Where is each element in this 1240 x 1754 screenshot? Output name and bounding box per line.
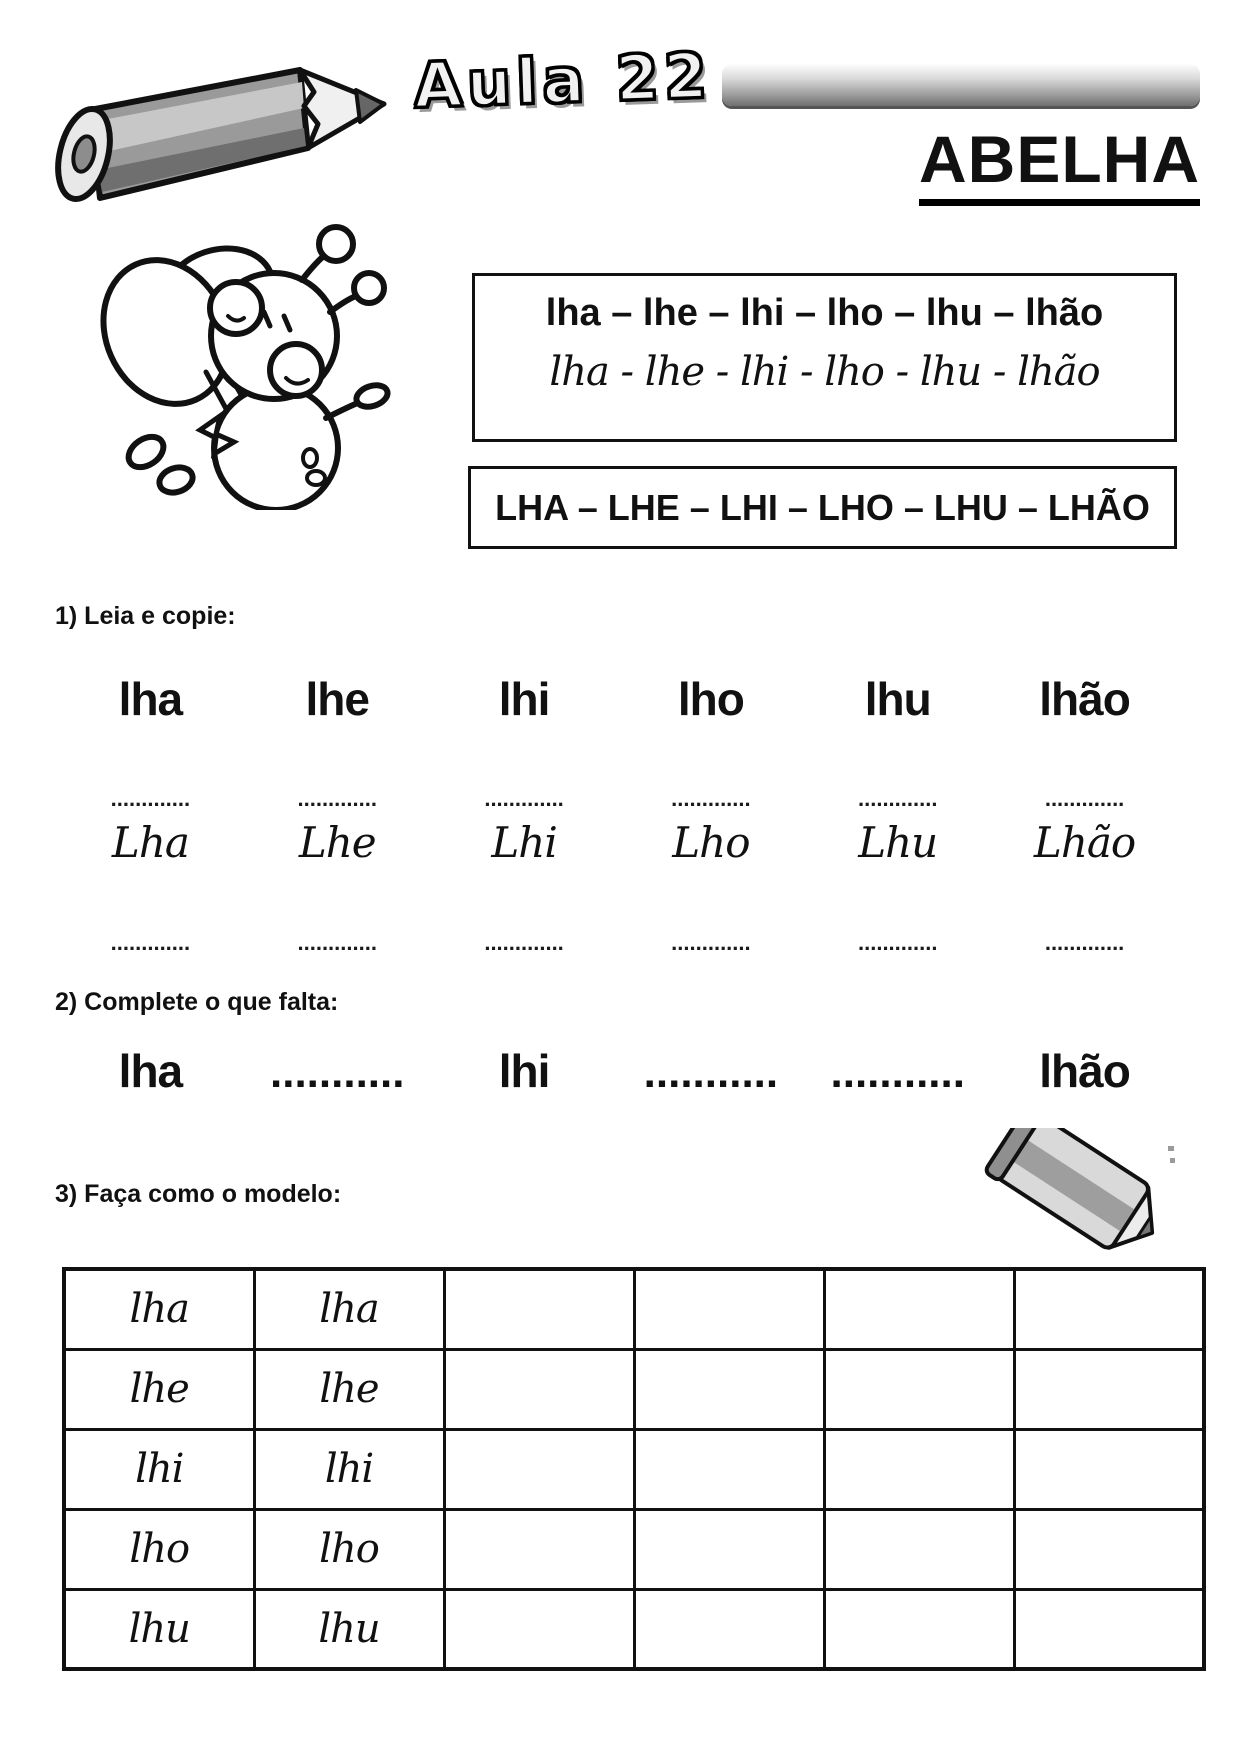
cursive-syllable: Lhe: [298, 818, 376, 867]
exercise1-dotted-row-2: [57, 930, 1178, 956]
table-cell-model: lhi: [64, 1429, 254, 1509]
table-row: [64, 1349, 1204, 1429]
dotted-line: .............: [297, 786, 377, 811]
cursive-syllable: Lhu: [858, 818, 938, 867]
table-cell-blank: [444, 1269, 634, 1349]
table-row: [64, 1269, 1204, 1349]
cursive-syllable: Lha: [111, 818, 189, 867]
print-syllable: lhu: [864, 673, 931, 725]
exercise2-row: [57, 1044, 1178, 1098]
syllable-box-lowercase: [472, 273, 1177, 442]
table-row: [64, 1509, 1204, 1589]
table-cell-blank: [1014, 1429, 1204, 1509]
table-cell-blank: [444, 1509, 634, 1589]
exercise1-dotted-row-1: [57, 786, 1178, 812]
table-cell-model: lho: [254, 1509, 444, 1589]
dotted-line: .............: [858, 786, 938, 811]
table-cell-model: lha: [64, 1269, 254, 1349]
page-title: ABELHA: [919, 126, 1200, 206]
table-cell-blank: [824, 1509, 1014, 1589]
practice-table: [62, 1267, 1206, 1671]
syllable-line-print: lha – lhe – lhi – lho – lhu – lhão: [545, 292, 1104, 334]
table-cell-blank: [634, 1349, 824, 1429]
dotted-line: .............: [671, 930, 751, 955]
dotted-line: .............: [1044, 786, 1125, 811]
print-syllable: lha: [118, 673, 183, 725]
table-cell-model: lhu: [64, 1589, 254, 1669]
table-cell-model: lho: [64, 1509, 254, 1589]
exercise2-heading: 2) Complete o que falta:: [55, 988, 339, 1016]
table-cell-blank: [824, 1269, 1014, 1349]
fill-in-blank: ...........: [270, 1048, 405, 1097]
lesson-badge: Aula 22: [412, 38, 714, 123]
fill-in-blank: ...........: [830, 1048, 965, 1097]
exercise1-cursive-row: [57, 818, 1178, 867]
syllable-line-cursive: lha - lhe - lhi - lho - lhu - lhão: [549, 349, 1100, 395]
table-cell-blank: [1014, 1589, 1204, 1669]
table-cell-blank: [824, 1429, 1014, 1509]
table-cell-model: lhe: [64, 1349, 254, 1429]
dotted-line: .............: [484, 930, 564, 955]
table-cell-blank: [1014, 1509, 1204, 1589]
table-cell-model: lhe: [254, 1349, 444, 1429]
table-cell-blank: [444, 1349, 634, 1429]
print-syllable: lhe: [305, 673, 369, 725]
table-cell-model: lhu: [254, 1589, 444, 1669]
table-row: [64, 1589, 1204, 1669]
exercise1-heading: 1) Leia e copie:: [55, 602, 236, 630]
table-cell-blank: [444, 1589, 634, 1669]
exercise3-heading: 3) Faça como o modelo:: [55, 1180, 342, 1208]
table-cell-blank: [824, 1349, 1014, 1429]
cursive-syllable: Lho: [672, 818, 750, 867]
exercise1-print-row: [57, 672, 1178, 726]
table-row: [64, 1429, 1204, 1509]
dotted-line: .............: [858, 930, 938, 955]
dotted-line: .............: [110, 930, 191, 955]
fill-in-blank: ...........: [643, 1048, 779, 1097]
table-cell-blank: [824, 1589, 1014, 1669]
dotted-line: .............: [297, 930, 377, 955]
print-syllable: lhão: [1039, 673, 1130, 725]
table-cell-blank: [444, 1429, 634, 1509]
print-syllable: lhão: [1039, 1045, 1130, 1097]
print-syllable: lhi: [498, 673, 550, 725]
dotted-line: .............: [1044, 930, 1125, 955]
dotted-line: .............: [484, 786, 564, 811]
crayon-icon: [980, 1128, 1190, 1253]
table-cell-blank: [634, 1429, 824, 1509]
table-cell-model: lhi: [254, 1429, 444, 1509]
print-syllable: lha: [118, 1045, 183, 1097]
table-cell-blank: [634, 1589, 824, 1669]
syllable-box-uppercase: LHA – LHE – LHI – LHO – LHU – LHÃO: [468, 466, 1177, 549]
table-cell-blank: [1014, 1349, 1204, 1429]
table-cell-blank: [634, 1509, 824, 1589]
dotted-line: .............: [110, 786, 191, 811]
pencil-icon: [52, 50, 402, 210]
dotted-line: .............: [671, 786, 751, 811]
table-cell-blank: [1014, 1269, 1204, 1349]
print-syllable: lhi: [498, 1045, 550, 1097]
cursive-syllable: Lhão: [1033, 818, 1136, 867]
bee-icon: [88, 220, 393, 510]
cursive-syllable: Lhi: [491, 818, 557, 867]
table-cell-model: lha: [254, 1269, 444, 1349]
print-syllable: lho: [677, 673, 744, 725]
table-cell-blank: [634, 1269, 824, 1349]
header-bar: [722, 64, 1200, 106]
